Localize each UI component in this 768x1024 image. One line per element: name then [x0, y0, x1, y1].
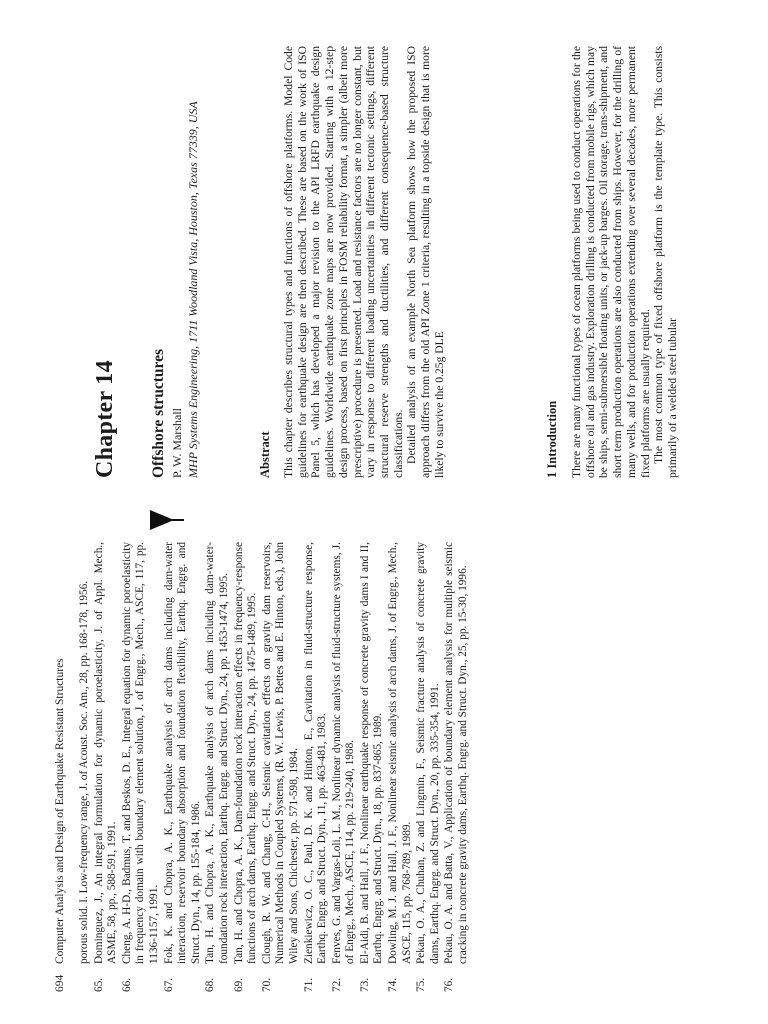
reference-continuation: porous solid. I. Low-frequency range, J. of Acoust. Soc. Am., 28, pp. 168-178, 1956. — [78, 580, 90, 964]
reference-item — [121, 542, 162, 992]
introduction-paragraph: The most common type of fixed offshore platform is the template type. This consists primarily of a welded steel tubular — [652, 46, 679, 478]
reference-item — [331, 542, 358, 992]
reference-text: Cheng, A. H-D., Badmus, T. and Beskos, D. E., Integral equation for dynamic poroelasticity in frequency domain with boundary element solution, J. of Engrg., Mech., ASCE, 117, pp. 1136-1157, 1991. — [120, 542, 160, 964]
gutter-marker-stem — [172, 519, 184, 521]
reference-number: 67. — [162, 977, 175, 992]
reference-item — [204, 542, 231, 992]
left-page — [0, 534, 768, 1004]
reference-item — [359, 542, 386, 992]
reference-item — [261, 542, 302, 992]
reference-text: Dowling, M. J. and Hall, J. F., Nonlinear seismic analysis of arch dams, J. of Engrg., Mech., ASCE, 115, pp. 768-789, 1989. — [387, 542, 413, 964]
chapter-label: Chapter 14 — [92, 360, 118, 478]
reference-text: Pekau, O. A., Chuhan, Z. and Lingmin, F., Seismic fracture analysis of concrete gravity dams, Earthq. Engrg. and Struct. Dyn., 20, pp. 335-354, 1991. — [415, 542, 441, 964]
reference-text: El-Aidi, B. and Hall, J. F., Nonlinear earthquake response of concrete gravity dams I and II, Earthq. Engrg. and Struct. Dyn., 18, pp. 837-865, 1989. — [358, 542, 385, 964]
abstract-heading: Abstract — [258, 431, 272, 478]
reference-item — [443, 542, 470, 992]
running-head-title: Computer Analysis and Design of Earthquake Resistant Structures — [54, 658, 66, 964]
reference-number: 71. — [302, 977, 315, 992]
reference-number: 66. — [120, 977, 133, 992]
reference-item — [93, 542, 120, 992]
abstract-paragraph: This chapter describes structural types and functions of offshore platforms. Model Code guidelines for earthquake design are then described. These are based on the work of ISO Panel 5, which has developed a major revision to the API LRFD earthquake design guidelines. Worldwide earthquake zone maps are now provided. Starting with a 12-step design process, based on first principles in FOSM reliability format, a simpler (albeit more prescriptive) procedure is presented. Load and resistance factors are no longer constant, but vary in response to different loading uncertainties in different tectonic settings, different structural reserve strengths and ductilities, and different consequence-based structure classifications. — [282, 46, 405, 478]
reference-item — [163, 542, 204, 992]
running-head — [54, 534, 66, 992]
abstract-body — [282, 46, 446, 478]
introduction-body — [570, 46, 680, 478]
author-name: P. W. Marshall — [170, 407, 184, 478]
reference-number: 69. — [232, 977, 245, 992]
reference-text: Fok, K. and Chopra, A. K., Earthquake analysis of arch dams including dam-water interaction, reservoir boundary absorption and foundation flexibility, Earthq. Engrg. and Struct. Dyn., 14, pp. 155-184, 1986. — [162, 542, 202, 964]
reference-text: Zienkiewicz, O. C., Paul, D. K. and Hinton, E., Cavitation in fluid-structure response, Earthq. Engrg. and Struct. Dyn., 11, pp. 463-481, 1983. — [302, 542, 329, 964]
abstract-paragraph: Detailed analysis of an example North Sea platform shows how the proposed ISO approach differs from the old API Zone 1 criteria, resulting in a topside design that is more likely to survive the 0.25g DLE — [405, 46, 446, 478]
reference-text: Dominguez, J., An integral formulation for dynamic poroelasticity, J. of Appl. Mech., ASME, 58, pp., 588-591, 1991. — [92, 542, 119, 964]
reference-number: 75. — [415, 977, 428, 992]
right-page — [0, 4, 768, 504]
introduction-paragraph: There are many functional types of ocean platforms being used to conduct operations for the offshore oil and gas industry. Exploration drilling is conducted from mobile rigs, which may be ships, semi-submersible floating units, or jack-up barges. Oil storage, trans-shipment, and short term production operations are also conducted from ships. However, for the drilling of many wells, and for production operations extending over several decades, more permanent fixed platforms are usually required. — [570, 46, 652, 478]
reference-number: 65. — [92, 977, 105, 992]
reference-text: Clough, R. W. and Chang, C-H., Seismic cavitation effects on gravity dam reservoirs, Numerical Methods in Coupled Systems, (R. W. Lewis, P. Bettes and E. Hinton, eds.), John Wiley and Sons, Chichester, pp. 571-598, 1984. — [260, 542, 300, 964]
reference-item — [387, 542, 414, 992]
reference-number: 74. — [387, 977, 400, 992]
reference-text: Fenves, G. and Vargas-Loli, L. M., Nonlinear dynamic analysis of fluid-structure systems, J. of Engrg., Mech., ASCE, 114, pp. 219-240, 1988. — [330, 542, 357, 964]
chapter-title: Offshore structures — [150, 348, 167, 478]
reference-text: Tan, H. and Chopra, A. K., Earthquake analysis of arch dams including dam-water-foundation rock interaction, Earthq. Engrg. and Struct. Dyn., 24, pp. 1453-1474, 1995. — [204, 542, 230, 964]
reference-item — [415, 542, 442, 992]
reference-text: Pekau, O. A. and Batta, V., Application of boundary element analysis for multiple seismic cracking in concrete gravity dams, Earthq. Engrg. and Struct. Dyn., 25, pp. 15-30, 1996. — [443, 542, 470, 964]
reference-item — [233, 542, 260, 992]
reference-item — [303, 542, 330, 992]
reference-number: 72. — [330, 977, 343, 992]
author-affiliation: MHP Systems Engineering, 1711 Woodland Vista, Houston, Texas 77339, USA — [186, 101, 200, 478]
reference-text: Tan, H. and Chopra, A. K., Dam-foundation rock interaction effects in frequency-response functions of arch dams, Earthq. Engrg. and Struct. Dyn., 24, pp. 1475-1489, 1995. — [232, 542, 259, 964]
page-number: 694 — [54, 974, 66, 992]
gutter-marker-icon — [150, 510, 174, 530]
introduction-heading: 1 Introduction — [545, 400, 559, 478]
reference-number: 76. — [443, 977, 456, 992]
reference-number: 73. — [358, 977, 371, 992]
reference-number: 70. — [260, 977, 273, 992]
reference-list — [78, 542, 472, 992]
reference-number: 68. — [204, 977, 217, 992]
